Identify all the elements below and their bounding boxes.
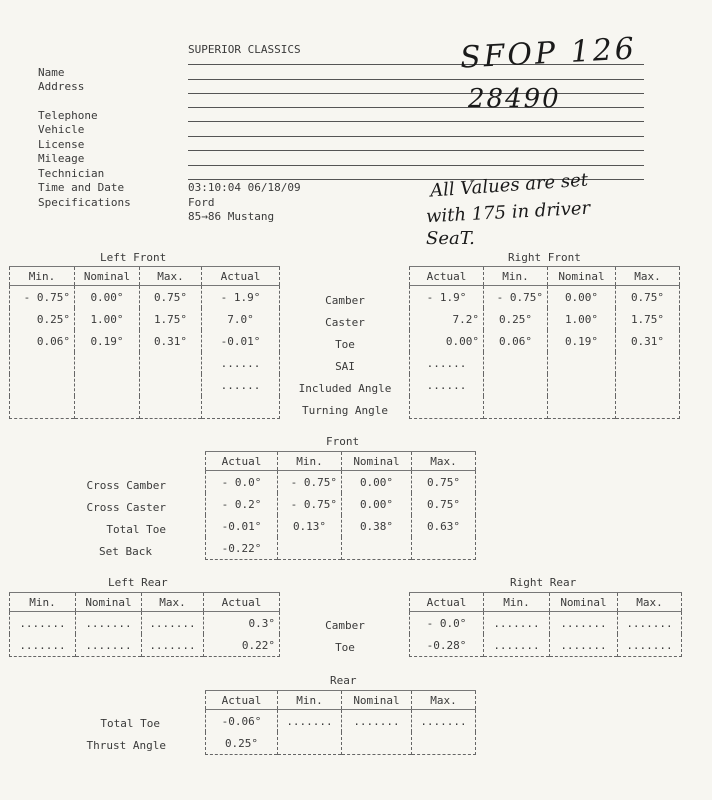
table-cell — [75, 352, 140, 374]
table-row — [206, 493, 476, 515]
spec-make: Ford — [188, 196, 215, 209]
table-row — [410, 286, 680, 309]
label-mileage: Mileage — [38, 152, 85, 165]
table-cell: 0.19° — [548, 330, 616, 352]
col-header: Actual — [206, 691, 278, 710]
table-cell: 0.00° — [75, 286, 140, 309]
table-row — [10, 330, 280, 352]
handwritten-mileage: 28490 — [468, 84, 561, 114]
label-address: Address — [38, 80, 85, 93]
form-line — [188, 136, 644, 137]
table-cell — [10, 352, 75, 374]
col-header: Min. — [484, 267, 548, 286]
front-title: Front — [326, 435, 360, 448]
table-cell: ...... — [202, 352, 280, 374]
table-cell: - 0.75° — [278, 493, 342, 515]
front-table — [205, 451, 476, 560]
table-row — [10, 396, 280, 419]
table-cell: -0.01° — [202, 330, 280, 352]
table-cell: ....... — [19, 616, 66, 630]
table-cell: ....... — [550, 612, 618, 635]
table-cell: ....... — [618, 612, 682, 635]
left-rear-title: Left Rear — [108, 576, 168, 589]
table-cell: 7.0° — [202, 308, 280, 330]
table-cell: - 0.2° — [221, 497, 262, 511]
table-cell: 0.25° — [36, 312, 70, 326]
table-cell: 0.75° — [412, 471, 476, 494]
table-cell: 0.38° — [342, 515, 412, 537]
label-rear-toe: Toe — [335, 641, 355, 654]
table-cell: 0.75° — [412, 493, 476, 515]
rear-table — [205, 690, 476, 755]
table-header-row — [410, 267, 680, 286]
table-row — [10, 286, 280, 309]
left-rear-table — [9, 592, 280, 657]
table-header-row — [10, 593, 280, 612]
table-row — [410, 352, 680, 374]
label-included-angle: Included Angle — [298, 382, 392, 395]
handwritten-note-line3: SeaT. — [426, 228, 475, 249]
label-name: Name — [38, 66, 65, 79]
left-front-table — [9, 266, 280, 419]
table-cell: 0.06° — [484, 330, 548, 352]
label-specifications: Specifications — [38, 196, 131, 209]
label-technician: Technician — [38, 167, 105, 180]
table-cell: 0.75° — [140, 286, 202, 309]
table-cell — [140, 396, 202, 419]
table-cell — [140, 352, 202, 374]
label-caster: Caster — [325, 316, 365, 329]
table-row — [206, 537, 476, 560]
table-cell: 0.25° — [484, 308, 548, 330]
table-cell: 1.00° — [75, 308, 140, 330]
col-header: Min. — [278, 691, 342, 710]
col-header: Min. — [10, 267, 75, 286]
table-row — [206, 732, 476, 755]
table-cell — [616, 352, 680, 374]
table-row — [410, 374, 680, 396]
table-cell: ....... — [618, 634, 682, 657]
table-cell: - 1.9° — [202, 286, 280, 309]
table-cell — [548, 374, 616, 396]
table-cell — [484, 374, 548, 396]
table-cell — [484, 396, 548, 419]
col-header: Max. — [140, 267, 202, 286]
col-header: Min. — [278, 452, 342, 471]
col-header: Nominal — [550, 593, 618, 612]
col-header: Min. — [484, 593, 550, 612]
label-camber: Camber — [325, 294, 365, 307]
table-cell — [10, 374, 75, 396]
table-cell: ....... — [484, 612, 550, 635]
label-telephone: Telephone — [38, 109, 98, 122]
spec-model: 85→86 Mustang — [188, 210, 275, 223]
table-cell — [75, 396, 140, 419]
col-header: Nominal — [342, 452, 412, 471]
col-header: Nominal — [548, 267, 616, 286]
table-cell: ....... — [76, 634, 142, 657]
table-cell: - 1.9° — [426, 290, 467, 304]
table-row — [410, 612, 682, 635]
table-cell: 0.75° — [616, 286, 680, 309]
label-license: License — [38, 138, 85, 151]
form-line — [188, 150, 644, 151]
table-cell — [412, 537, 476, 560]
col-header: Max. — [616, 267, 680, 286]
table-header-row — [10, 267, 280, 286]
label-thrust-angle: Thrust Angle — [86, 739, 166, 752]
label-cross-caster: Cross Caster — [86, 501, 166, 514]
table-cell: 0.06° — [36, 334, 70, 348]
right-rear-table — [409, 592, 682, 657]
table-row — [10, 612, 280, 635]
table-cell: 7.2° — [452, 312, 479, 326]
table-cell — [140, 374, 202, 396]
col-header: Max. — [618, 593, 682, 612]
col-header: Actual — [410, 593, 484, 612]
table-cell — [278, 732, 342, 755]
table-cell: 0.3° — [204, 612, 280, 635]
label-set-back: Set Back — [99, 545, 152, 558]
table-cell: -0.01° — [221, 519, 262, 533]
handwritten-note-line1: All Values are set — [429, 169, 589, 202]
table-row — [206, 515, 476, 537]
table-cell: 1.75° — [616, 308, 680, 330]
table-cell: 1.00° — [548, 308, 616, 330]
label-time-date: Time and Date — [38, 181, 125, 194]
table-cell: ....... — [142, 612, 204, 635]
table-cell: ...... — [426, 356, 467, 370]
col-header: Max. — [142, 593, 204, 612]
table-cell: ....... — [76, 612, 142, 635]
table-cell: 1.75° — [140, 308, 202, 330]
table-cell: ....... — [19, 638, 66, 652]
table-header-row — [206, 691, 476, 710]
table-cell — [342, 537, 412, 560]
table-cell: ...... — [202, 374, 280, 396]
table-cell — [10, 396, 75, 419]
label-cross-camber: Cross Camber — [86, 479, 166, 492]
table-cell: 0.22° — [204, 634, 280, 657]
table-cell: ....... — [484, 634, 550, 657]
col-header: Actual — [410, 267, 484, 286]
form-line — [188, 165, 644, 166]
rear-title: Rear — [330, 674, 357, 687]
table-header-row — [206, 452, 476, 471]
table-cell: 0.31° — [140, 330, 202, 352]
table-row — [10, 634, 280, 657]
col-header: Actual — [206, 452, 278, 471]
table-cell — [412, 732, 476, 755]
table-cell — [616, 396, 680, 419]
form-line — [188, 107, 644, 108]
table-header-row — [410, 593, 682, 612]
label-total-toe: Total Toe — [106, 523, 166, 536]
col-header: Max. — [412, 452, 476, 471]
table-row — [410, 330, 680, 352]
table-row — [206, 471, 476, 494]
table-cell: - 0.0° — [221, 475, 262, 489]
table-cell: 0.19° — [75, 330, 140, 352]
handwritten-note-line2: with 175 in driver — [425, 197, 591, 228]
table-cell: -0.28° — [426, 638, 467, 652]
table-cell: 0.00° — [548, 286, 616, 309]
form-line — [188, 93, 644, 94]
table-cell: ....... — [142, 634, 204, 657]
table-cell — [278, 537, 342, 560]
handwritten-ro-number: SFOP 126 — [459, 31, 638, 76]
table-cell: - 0.75° — [23, 290, 70, 304]
table-cell: - 0.0° — [426, 616, 467, 630]
table-cell: 0.31° — [616, 330, 680, 352]
table-row — [410, 634, 682, 657]
table-cell: - 0.75° — [278, 471, 342, 494]
table-cell — [548, 396, 616, 419]
table-cell — [75, 374, 140, 396]
col-header: Nominal — [76, 593, 142, 612]
shop-name: SUPERIOR CLASSICS — [188, 43, 301, 56]
col-header: Min. — [10, 593, 76, 612]
table-cell: 0.13° — [278, 515, 342, 537]
table-cell: ...... — [426, 378, 467, 392]
col-header: Nominal — [342, 691, 412, 710]
label-vehicle: Vehicle — [38, 123, 85, 136]
table-cell: -0.22° — [221, 541, 262, 555]
table-cell: 0.00° — [342, 493, 412, 515]
right-front-table — [409, 266, 680, 419]
table-cell: ....... — [412, 710, 476, 733]
table-row — [10, 352, 280, 374]
table-cell — [410, 396, 484, 419]
label-toe: Toe — [335, 338, 355, 351]
label-rear-total-toe: Total Toe — [100, 717, 160, 730]
datetime-value: 03:10:04 06/18/09 — [188, 181, 301, 194]
table-row — [10, 308, 280, 330]
col-header: Nominal — [75, 267, 140, 286]
table-row — [206, 710, 476, 733]
table-cell: ....... — [550, 634, 618, 657]
table-cell — [548, 352, 616, 374]
table-cell: ....... — [278, 710, 342, 733]
table-cell: 0.25° — [224, 736, 259, 750]
table-cell — [616, 374, 680, 396]
label-turning-angle: Turning Angle — [301, 404, 389, 417]
form-line — [188, 121, 644, 122]
col-header: Actual — [204, 593, 280, 612]
right-rear-title: Right Rear — [510, 576, 577, 589]
table-cell — [342, 732, 412, 755]
left-front-title: Left Front — [100, 251, 167, 264]
table-cell: 0.00° — [342, 471, 412, 494]
table-cell: 0.63° — [412, 515, 476, 537]
table-cell: - 0.75° — [484, 286, 548, 309]
form-line — [188, 79, 644, 80]
table-cell: -0.06° — [221, 714, 262, 728]
label-sai: SAI — [335, 360, 355, 373]
table-cell: ....... — [342, 710, 412, 733]
table-row — [410, 308, 680, 330]
table-cell: 0.00° — [445, 334, 479, 348]
label-rear-camber: Camber — [325, 619, 365, 632]
table-row — [10, 374, 280, 396]
col-header: Max. — [412, 691, 476, 710]
right-front-title: Right Front — [508, 251, 581, 264]
table-cell — [202, 396, 280, 419]
col-header: Actual — [202, 267, 280, 286]
table-row — [410, 396, 680, 419]
table-cell — [484, 352, 548, 374]
